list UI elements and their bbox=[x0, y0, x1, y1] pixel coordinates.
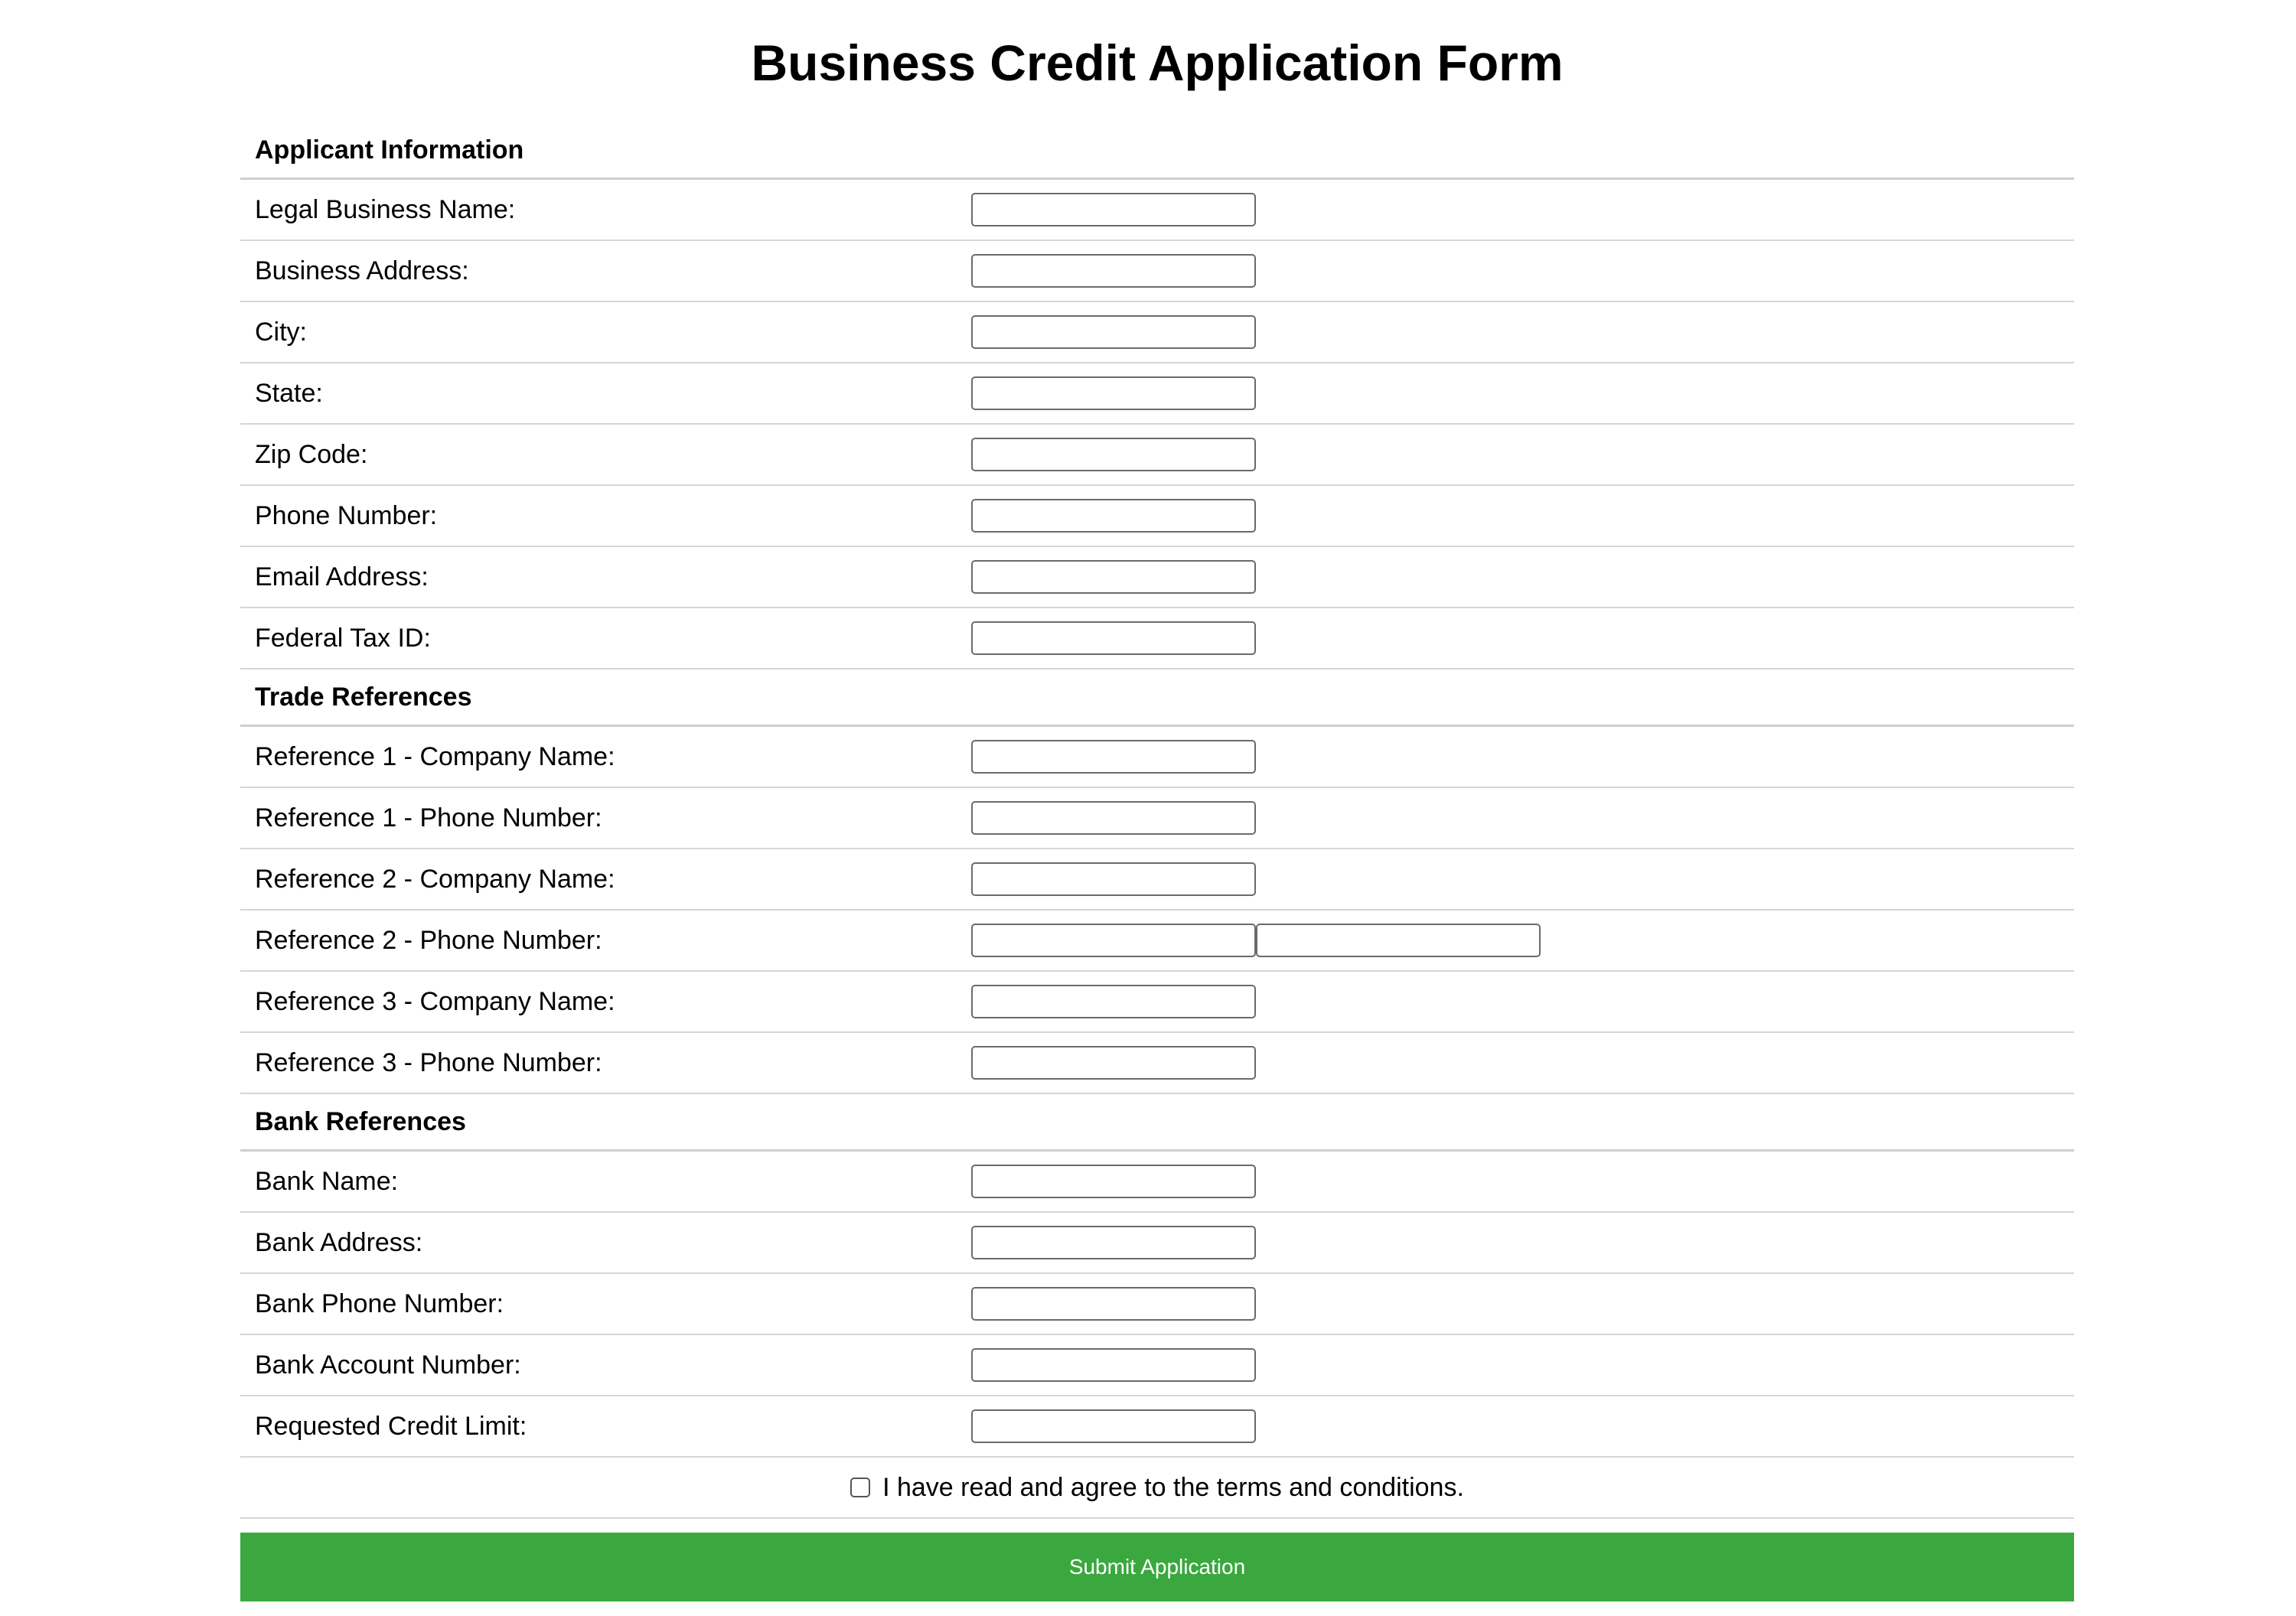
bank-address-input[interactable] bbox=[971, 1226, 1256, 1259]
credit-limit-input[interactable] bbox=[971, 1409, 1256, 1443]
row-bank-account bbox=[240, 1335, 2074, 1396]
row-reference-3-company bbox=[240, 972, 2074, 1033]
field-label: Bank Phone Number: bbox=[255, 1289, 504, 1318]
terms-checkbox[interactable] bbox=[850, 1478, 870, 1497]
city-input[interactable] bbox=[971, 315, 1256, 349]
field-label: Bank Address: bbox=[255, 1227, 423, 1257]
row-phone-number bbox=[240, 486, 2074, 547]
reference-3-company-input[interactable] bbox=[971, 985, 1256, 1018]
field-label: State: bbox=[255, 378, 323, 408]
section-heading: Applicant Information bbox=[255, 135, 524, 165]
field-label: Reference 3 - Company Name: bbox=[255, 986, 615, 1016]
row-reference-2-company bbox=[240, 849, 2074, 911]
page-title: Business Credit Application Form bbox=[751, 34, 1564, 91]
row-credit-limit bbox=[240, 1396, 2074, 1458]
row-legal-business-name bbox=[240, 180, 2074, 241]
field-label: Bank Name: bbox=[255, 1166, 399, 1196]
federal-tax-id-input[interactable] bbox=[971, 621, 1256, 655]
section-heading: Trade References bbox=[255, 682, 472, 712]
row-zip-code bbox=[240, 425, 2074, 486]
bank-name-input[interactable] bbox=[971, 1165, 1256, 1198]
row-bank-phone bbox=[240, 1274, 2074, 1335]
reference-1-company-input[interactable] bbox=[971, 740, 1256, 774]
section-heading: Bank References bbox=[255, 1106, 466, 1136]
form-container bbox=[240, 0, 2074, 1601]
row-reference-2-phone bbox=[240, 911, 2074, 972]
terms-row bbox=[240, 1458, 2074, 1519]
field-label: Requested Credit Limit: bbox=[255, 1411, 527, 1441]
field-label: City: bbox=[255, 317, 307, 347]
row-state bbox=[240, 363, 2074, 425]
zip-code-input[interactable] bbox=[971, 438, 1256, 471]
field-label: Reference 2 - Phone Number: bbox=[255, 925, 602, 955]
field-label: Reference 1 - Company Name: bbox=[255, 741, 615, 771]
email-address-input[interactable] bbox=[971, 560, 1256, 594]
business-address-input[interactable] bbox=[971, 254, 1256, 288]
credit-application-form bbox=[240, 122, 2074, 1601]
reference-2-phone-input[interactable] bbox=[971, 924, 1256, 957]
row-business-address bbox=[240, 241, 2074, 302]
state-input[interactable] bbox=[971, 376, 1256, 410]
row-reference-3-phone bbox=[240, 1033, 2074, 1094]
reference-2-phone-extra-input[interactable] bbox=[1256, 924, 1541, 957]
section-bank-references bbox=[240, 1094, 2074, 1152]
legal-business-name-input[interactable] bbox=[971, 193, 1256, 226]
field-label: Zip Code: bbox=[255, 439, 368, 469]
bank-phone-input[interactable] bbox=[971, 1287, 1256, 1321]
phone-number-input[interactable] bbox=[971, 499, 1256, 533]
row-bank-name bbox=[240, 1152, 2074, 1213]
row-reference-1-phone bbox=[240, 788, 2074, 849]
section-trade-references bbox=[240, 670, 2074, 727]
row-reference-1-company bbox=[240, 727, 2074, 788]
field-label: Legal Business Name: bbox=[255, 194, 516, 224]
section-applicant-information bbox=[240, 122, 2074, 180]
field-label: Phone Number: bbox=[255, 500, 438, 530]
row-email-address bbox=[240, 547, 2074, 608]
reference-2-company-input[interactable] bbox=[971, 862, 1256, 896]
reference-3-phone-input[interactable] bbox=[971, 1046, 1256, 1080]
row-bank-address bbox=[240, 1213, 2074, 1274]
row-city bbox=[240, 302, 2074, 363]
reference-1-phone-input[interactable] bbox=[971, 801, 1256, 835]
field-label: Reference 3 - Phone Number: bbox=[255, 1047, 602, 1077]
field-label: Bank Account Number: bbox=[255, 1350, 521, 1380]
field-label: Email Address: bbox=[255, 562, 429, 591]
terms-label: I have read and agree to the terms and conditions. bbox=[882, 1472, 1464, 1502]
field-label: Reference 1 - Phone Number: bbox=[255, 803, 602, 832]
field-label: Reference 2 - Company Name: bbox=[255, 864, 615, 894]
field-label: Federal Tax ID: bbox=[255, 623, 431, 653]
field-label: Business Address: bbox=[255, 256, 469, 285]
submit-application-button[interactable]: Submit Application bbox=[240, 1533, 2074, 1601]
row-federal-tax-id bbox=[240, 608, 2074, 670]
bank-account-input[interactable] bbox=[971, 1348, 1256, 1382]
